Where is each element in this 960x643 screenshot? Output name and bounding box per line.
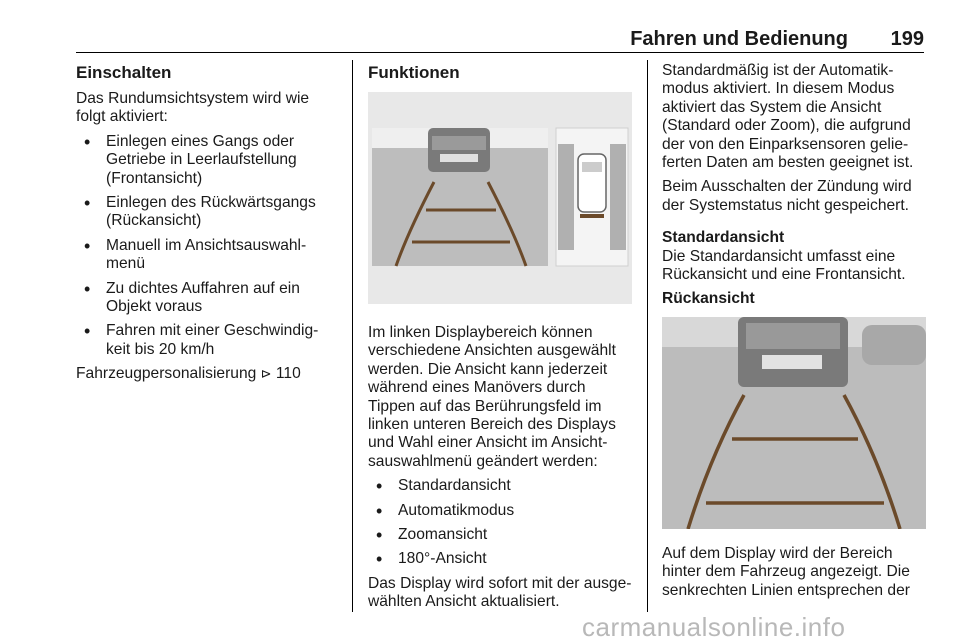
page-number: 199 — [890, 28, 924, 50]
cross-reference[interactable] — [76, 365, 334, 383]
column-divider-1 — [352, 60, 353, 612]
functions-paragraph: Im linken Displaybereich können verschiedene Ansichten ausgewählt werden. Die Ansicht kann jederzeit während eines Manövers durch Tippen auf das Berührungsfeld im linken unteren Bereich des Displays und Wahl einer Ansicht im Ansicht-sauswahlmenü geändert werden: — [368, 324, 616, 470]
standard-view-paragraph: Die Standardansicht umfasst eine Rückansicht und eine Frontansicht. — [662, 247, 906, 284]
cross-reference-text: Fahrzeugpersonalisierung — [76, 365, 257, 383]
list-item: • Automatikmodus — [368, 502, 634, 520]
heading-funktionen: Funktionen — [368, 63, 460, 82]
list-item: • Einlegen eines Gangs oder Getriebe in Leerlaufstellung (Frontansicht) — [76, 133, 334, 188]
watermark: carmanualsonline.info — [582, 612, 846, 642]
column-3 — [662, 62, 928, 606]
cross-reference-page: 110 — [275, 365, 301, 383]
ignition-paragraph: Beim Ausschalten der Zündung wird der Systemstatus nicht gespeichert. — [662, 178, 912, 214]
list-item: • Einlegen des Rückwärtsgangs (Rückansicht) — [76, 194, 334, 231]
column-2 — [368, 62, 634, 618]
rear-view-illustration — [662, 317, 926, 529]
camera-display-illustration — [368, 92, 632, 304]
column-1 — [76, 62, 334, 390]
list-item: • Zu dichtes Auffahren auf ein Objekt voraus — [76, 280, 334, 317]
heading-rueckansicht: Rückansicht — [662, 290, 755, 308]
automatic-mode-paragraph: Standardmäßig ist der Automatik-modus aktiviert. In diesem Modus aktiviert das System die Ansicht (Standard oder Zoom), die aufgrund der von den Einparksensoren gelie-ferten Daten am besten geeignet ist. — [662, 62, 914, 172]
activation-list — [76, 133, 334, 359]
heading-standardansicht: Standardansicht — [662, 229, 785, 247]
list-item: • Manuell im Ansichtsauswahl-menü — [76, 237, 334, 274]
intro-text: Das Rundumsichtsystem wird wie folgt aktiviert: — [76, 90, 310, 126]
header-rule — [76, 52, 924, 53]
list-item: • 180°-Ansicht — [368, 550, 634, 568]
heading-einschalten: Einschalten — [76, 63, 172, 82]
update-paragraph: Das Display wird sofort mit der ausge-wählten Ansicht aktualisiert. — [368, 574, 632, 611]
column-divider-2 — [647, 60, 648, 612]
rear-view-paragraph: Auf dem Display wird der Bereich hinter dem Fahrzeug angezeigt. Die senkrechten Linien entsprechen der — [662, 544, 910, 599]
list-item: • Zoomansicht — [368, 526, 634, 544]
list-item: • Standardansicht — [368, 477, 634, 495]
page-header — [76, 28, 928, 52]
view-options-list — [368, 477, 634, 569]
reference-arrow-icon: ⊳ — [260, 366, 272, 382]
list-item: • Fahren mit einer Geschwindig-keit bis 20 km/h — [76, 322, 334, 359]
section-title: Fahren und Bedienung — [630, 28, 848, 50]
